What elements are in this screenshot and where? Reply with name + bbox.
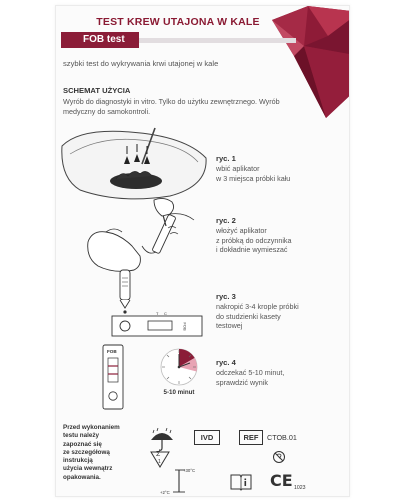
step-1-title: ryc. 1 xyxy=(216,154,236,163)
temperature-low: +2°C xyxy=(160,490,170,495)
warning-line: instrukcją xyxy=(63,457,93,465)
umbrella-icon xyxy=(148,428,176,452)
warning-line: ze szczegółową xyxy=(63,448,110,456)
notified-body-number: 1023 xyxy=(294,485,306,491)
cassette-side-label: FOB xyxy=(182,322,188,331)
fob-badge: FOB test xyxy=(61,32,139,48)
step-1-line-2: w 3 miejsca próbki kału xyxy=(216,173,291,183)
test-count: 1 xyxy=(158,459,161,465)
product-subtitle: szybki test do wykrywania krwi utajonej w kale xyxy=(63,59,219,68)
warning-line: opakowania. xyxy=(63,473,101,481)
step-1-line-1: wbić aplikator xyxy=(216,164,260,173)
schema-heading: SCHEMAT UŻYCIA xyxy=(63,86,131,95)
step-2-illustration xyxy=(84,196,214,276)
step-4-line-1: odczekać 5-10 minut, xyxy=(216,368,285,377)
step-3-line-1: nakropić 3-4 krople próbki xyxy=(216,302,299,311)
manual-icon xyxy=(230,473,252,491)
warning-line: użycia wewnątrz xyxy=(63,465,113,473)
product-box-back xyxy=(55,5,350,497)
banner-rule xyxy=(139,38,296,43)
product-title: TEST KREW UTAJONA W KALE xyxy=(96,16,260,28)
instruction-warning xyxy=(63,424,121,482)
warning-line: zapoznać się xyxy=(63,440,102,448)
step-3-illustration xyxy=(110,268,210,340)
step-2-line-3: i dokładnie wymieszać xyxy=(216,245,288,254)
sigma-symbol: Σ xyxy=(156,451,161,458)
step-3-title: ryc. 3 xyxy=(216,292,236,301)
single-use-icon xyxy=(272,450,286,464)
step-1-illustration xyxy=(60,124,210,204)
step-2-line-2: z próbką do odczynnika xyxy=(216,235,292,245)
temperature-high: +30°C xyxy=(183,468,196,473)
cassette-label: FOB xyxy=(107,349,117,354)
warning-line: testu należy xyxy=(63,432,100,440)
ivd-symbol: IVD xyxy=(194,430,220,445)
step-4-line-2: sprawdzić wynik xyxy=(216,377,268,387)
fob-banner xyxy=(61,32,296,48)
timer-clock-icon xyxy=(159,347,199,387)
cassette-marker-t: T xyxy=(156,311,159,316)
warning-line: Przed wykonaniem xyxy=(63,424,120,431)
step-2-title: ryc. 2 xyxy=(216,216,236,225)
ref-value: CTOB.01 xyxy=(267,433,297,442)
schema-description: Wyrób do diagnostyki in vitro. Tylko do użytku zewnętrznego. Wyrób medyczny do samokontroli. xyxy=(63,97,280,116)
ref-symbol: REF xyxy=(239,430,263,445)
step-2-line-1: włożyć aplikator xyxy=(216,226,267,235)
cassette-marker-c: C xyxy=(164,311,167,316)
ce-mark: CE xyxy=(270,471,293,490)
timer-label: 5-10 minut xyxy=(163,389,195,396)
step-4-title: ryc. 4 xyxy=(216,358,236,367)
step-3-line-3: testowej xyxy=(216,321,243,330)
step-3-line-2: do studzienki kasety xyxy=(216,311,281,321)
